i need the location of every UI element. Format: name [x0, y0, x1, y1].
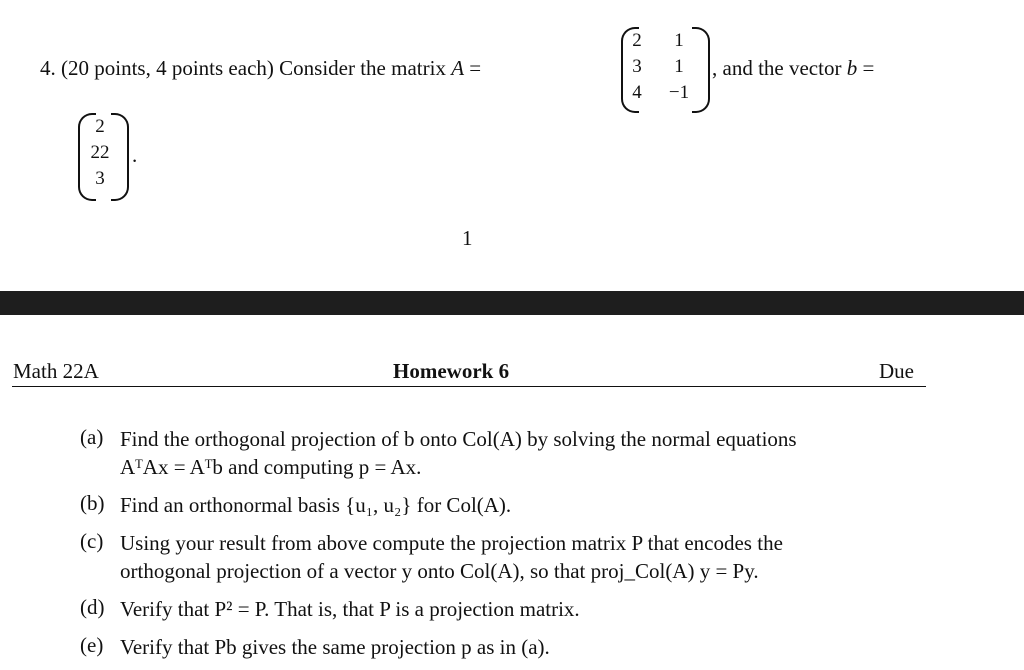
part-label: (b) [80, 491, 105, 515]
header-rule [12, 386, 926, 387]
part-line: Verify that P² = P. That is, that P is a projection matrix. [120, 597, 580, 621]
matrix-a-cell: 1 [674, 30, 684, 51]
part-line: orthogonal projection of a vector y onto Col(A), so that proj_Col(A) y = Py. [120, 559, 759, 583]
part-label: (d) [80, 595, 105, 619]
matrix-a-cell: −1 [668, 82, 690, 103]
matrix-a-cell: 4 [632, 82, 642, 103]
part-line: Find an orthonormal basis {u₁, u₂} for Col(A). [120, 493, 512, 517]
part-text [120, 491, 511, 519]
part-text [120, 595, 580, 623]
problem-period: . [132, 143, 138, 167]
problem-number: 4. [40, 56, 56, 80]
part-line: Verify that Pb gives the same projection p as in (a). [120, 635, 550, 659]
equals-sign-2: = [862, 56, 875, 80]
problem-mid: , and the vector [712, 56, 842, 80]
problem-points: (20 points, 4 points each) [61, 56, 274, 80]
part-text [120, 633, 550, 661]
course-name: Math 22A [13, 359, 99, 383]
part-line: Find the orthogonal projection of b onto Col(A) by solving the normal equations [120, 427, 797, 451]
part-text [120, 425, 797, 481]
vector-b-cell: 22 [90, 142, 110, 163]
matrix-a-right-paren [692, 27, 710, 113]
part-label: (a) [80, 425, 104, 449]
problem-intro: Consider the matrix [279, 56, 446, 80]
page-separator [0, 291, 1024, 315]
vector-b-cell: 2 [95, 116, 105, 137]
due-label: Due [879, 359, 914, 383]
vector-b-cell: 3 [95, 168, 105, 189]
part-label: (e) [80, 633, 104, 657]
problem-statement [40, 56, 481, 81]
part-line: AᵀAx = Aᵀb and computing p = Ax. [120, 455, 422, 479]
equals-sign: = [469, 56, 482, 80]
part-label: (c) [80, 529, 104, 553]
part-line: Using your result from above compute the projection matrix P that encodes the [120, 531, 783, 555]
problem-statement-cont [712, 56, 874, 81]
part-text [120, 529, 783, 585]
page-number: 1 [462, 226, 473, 250]
vector-name: b [846, 56, 858, 80]
matrix-a-cell: 3 [632, 56, 642, 77]
matrix-name: A [451, 56, 465, 80]
homework-title: Homework 6 [393, 359, 510, 383]
matrix-a-cell: 1 [674, 56, 684, 77]
matrix-a-cell: 2 [632, 30, 642, 51]
